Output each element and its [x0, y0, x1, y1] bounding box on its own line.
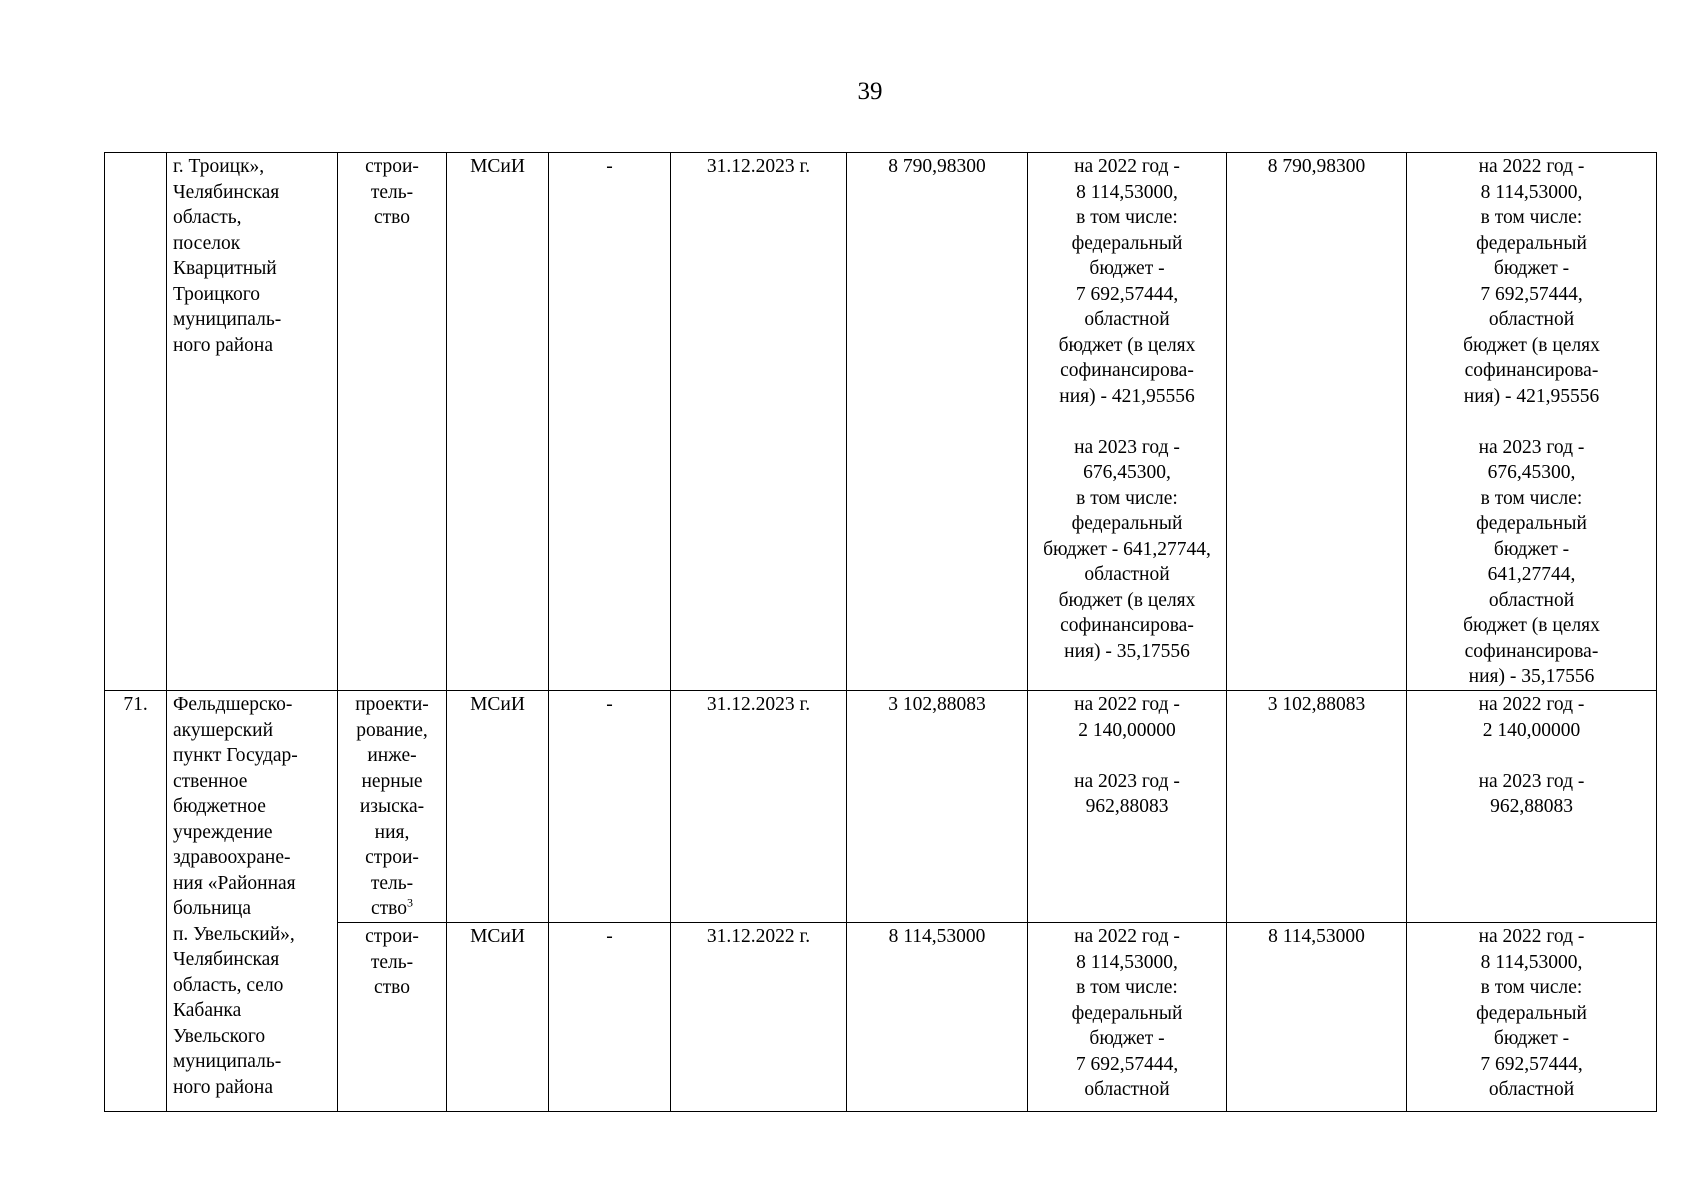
- work-type-cell: строи- тель- ство: [338, 923, 447, 1112]
- funding-2022: на 2022 год - 8 114,53000, в том числе: федеральный бюджет - 7 692,57444, областной бюджет (в целях софинансирова- ния) - 421,95556: [1058, 156, 1196, 407]
- customer-cell: МСиИ: [447, 153, 549, 691]
- page-number: 39: [857, 78, 883, 105]
- limits-2023: на 2023 год - 676,45300, в том числе: федеральный бюджет - 641,27744, областной бюджет (в целях софинансирова- ния) - 35,17556: [1463, 436, 1600, 687]
- table-row: [105, 153, 1657, 691]
- limits-2023: на 2023 год - 962,88083: [1478, 770, 1585, 817]
- table-row: [105, 691, 1657, 923]
- limits-2022: на 2022 год - 2 140,00000: [1478, 694, 1585, 741]
- object-name-cell: Фельдшерско- акушерский пункт Государ- ственное бюджетное учреждение здравоохране- ния «Районная больница п. Увельский», Челябинская область, село Кабанка Увельского муниципаль- ного района: [167, 691, 338, 1112]
- estimated-cost-cell: 8 114,53000: [847, 923, 1028, 1112]
- funding-cell: [1028, 691, 1227, 923]
- funding-2023: на 2023 год - 676,45300, в том числе: федеральный бюджет - 641,27744, областной бюджет (в целях софинансирова- ния) - 35,17556: [1043, 436, 1211, 662]
- estimated-cost-cell: 8 790,98300: [847, 153, 1028, 691]
- deadline-cell: 31.12.2023 г.: [671, 691, 847, 923]
- work-type-cell: строи- тель- ство: [338, 153, 447, 691]
- funding-2022: на 2022 год - 2 140,00000: [1074, 694, 1180, 741]
- deadline-cell: 31.12.2023 г.: [671, 153, 847, 691]
- objects-table: [104, 152, 1657, 1112]
- footnote-mark: 3: [407, 895, 413, 910]
- estimated-cost-total-cell: 8 790,98300: [1227, 153, 1407, 691]
- limits-cell: на 2022 год - 8 114,53000, в том числе: федеральный бюджет - 7 692,57444, областной: [1407, 923, 1657, 1112]
- deadline-cell: 31.12.2022 г.: [671, 923, 847, 1112]
- row-number-cell: 71.: [105, 691, 167, 1112]
- funding-cell: на 2022 год - 8 114,53000, в том числе: федеральный бюджет - 7 692,57444, областной: [1028, 923, 1227, 1112]
- dash-cell: -: [549, 923, 671, 1112]
- funding-cell: [1028, 153, 1227, 691]
- funding-2023: на 2023 год - 962,88083: [1074, 770, 1180, 817]
- table-row: [105, 923, 1657, 1112]
- work-type-cell: проекти- рование, инже- нерные изыска- ния, строи- тель- ство$^3$: [338, 691, 447, 923]
- dash-cell: -: [549, 691, 671, 923]
- limits-cell: [1407, 153, 1657, 691]
- object-name-cell: г. Троицк», Челябинская область, поселок Кварцитный Троицкого муниципаль- ного района: [167, 153, 338, 691]
- row-number-cell: [105, 153, 167, 691]
- limits-cell: [1407, 691, 1657, 923]
- customer-cell: МСиИ: [447, 923, 549, 1112]
- dash-cell: -: [549, 153, 671, 691]
- estimated-cost-cell: 3 102,88083: [847, 691, 1028, 923]
- limits-2022: на 2022 год - 8 114,53000, в том числе: федеральный бюджет - 7 692,57444, областной бюджет (в целях софинансирова- ния) - 421,95556: [1463, 156, 1600, 407]
- customer-cell: МСиИ: [447, 691, 549, 923]
- estimated-cost-total-cell: 3 102,88083: [1227, 691, 1407, 923]
- estimated-cost-total-cell: 8 114,53000: [1227, 923, 1407, 1112]
